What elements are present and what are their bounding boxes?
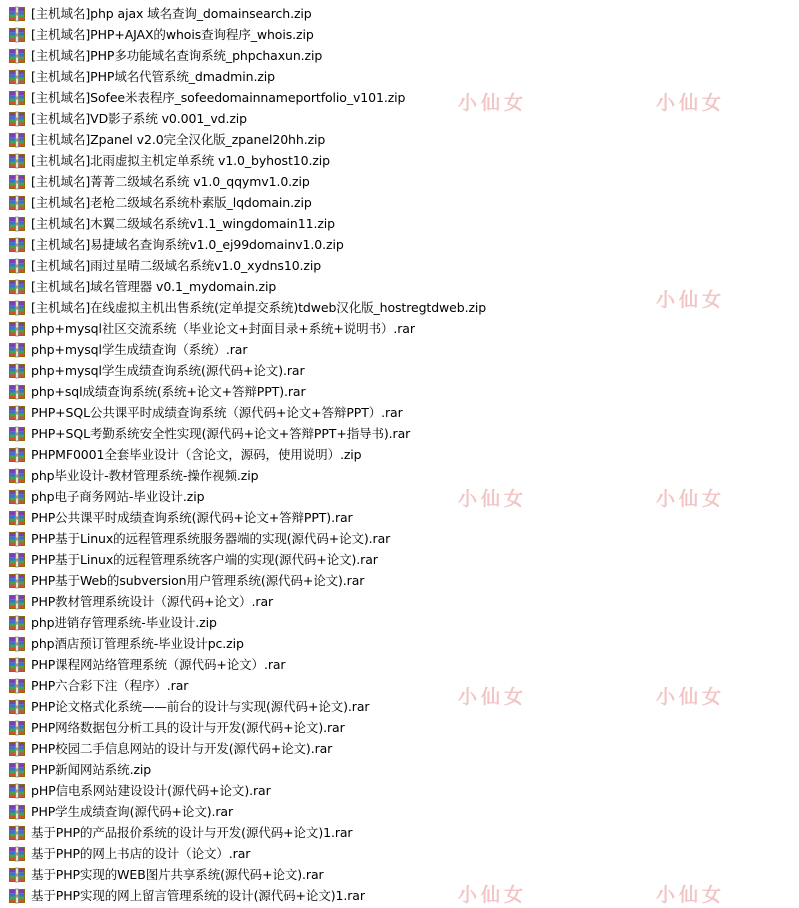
archive-icon <box>9 762 25 778</box>
archive-icon <box>9 300 25 316</box>
archive-icon <box>9 594 25 610</box>
archive-icon <box>9 90 25 106</box>
watermark-text: 小仙女 <box>458 92 528 114</box>
file-list-item[interactable] <box>0 465 799 486</box>
archive-icon <box>9 846 25 862</box>
archive-icon <box>9 342 25 358</box>
file-name: PHP网络数据包分析工具的设计与开发(源代码+论文).rar <box>31 720 345 735</box>
file-name: 基于PHP的网上书店的设计（论文）.rar <box>31 846 251 861</box>
file-name: PHP基于Web的subversion用户管理系统(源代码+论文).rar <box>31 573 365 588</box>
archive-icon <box>9 489 25 505</box>
file-list-item[interactable] <box>0 150 799 171</box>
archive-icon <box>9 783 25 799</box>
file-list-item[interactable] <box>0 549 799 570</box>
file-list-item[interactable] <box>0 696 799 717</box>
file-name: [主机域名]北雨虚拟主机定单系统 v1.0_byhost10.zip <box>31 153 331 168</box>
file-name: 基于PHP的产品报价系统的设计与开发(源代码+论文)1.rar <box>31 825 353 840</box>
file-list-item[interactable] <box>0 45 799 66</box>
file-name: [主机域名]PHP域名代管系统_dmadmin.zip <box>31 69 275 84</box>
archive-icon <box>9 27 25 43</box>
file-list-item[interactable] <box>0 528 799 549</box>
archive-icon <box>9 825 25 841</box>
file-name: PHP六合彩下注（程序）.rar <box>31 678 189 693</box>
file-name: [主机域名]PHP+AJAX的whois查询程序_whois.zip <box>31 27 314 42</box>
archive-icon <box>9 174 25 190</box>
archive-icon <box>9 573 25 589</box>
file-name: PHP基于Linux的远程管理系统客户端的实现(源代码+论文).rar <box>31 552 378 567</box>
file-list-item[interactable] <box>0 486 799 507</box>
archive-icon <box>9 468 25 484</box>
file-list-item[interactable] <box>0 864 799 885</box>
file-name: [主机域名]在线虚拟主机出售系统(定单提交系统)tdweb汉化版_hostregtdweb.zip <box>31 300 487 315</box>
file-name: PHPMF0001全套毕业设计（含论文，源码，使用说明）.zip <box>31 447 362 462</box>
file-name: php酒店预订管理系统-毕业设计pc.zip <box>31 636 244 651</box>
file-name: php+mysql社区交流系统（毕业论文+封面目录+系统+说明书）.rar <box>31 321 415 336</box>
file-name: [主机域名]菁菁二级域名系统 v1.0_qqymv1.0.zip <box>31 174 310 189</box>
file-name: PHP论文格式化系统——前台的设计与实现(源代码+论文).rar <box>31 699 370 714</box>
file-name: php毕业设计-教材管理系统-操作视频.zip <box>31 468 259 483</box>
file-list-item[interactable] <box>0 402 799 423</box>
file-name: PHP学生成绩查询(源代码+论文).rar <box>31 804 234 819</box>
watermark-text: 小仙女 <box>656 488 726 510</box>
file-name: 基于PHP实现的网上留言管理系统的设计(源代码+论文)1.rar <box>31 888 365 903</box>
file-list-item[interactable] <box>0 507 799 528</box>
watermark-text: 小仙女 <box>656 289 726 311</box>
file-list-item[interactable] <box>0 87 799 108</box>
file-name: [主机域名]VD影子系统 v0.001_vd.zip <box>31 111 248 126</box>
file-list-item[interactable] <box>0 129 799 150</box>
file-list-item[interactable] <box>0 633 799 654</box>
file-name: 基于PHP实现的WEB图片共享系统(源代码+论文).rar <box>31 867 324 882</box>
file-list-item[interactable] <box>0 276 799 297</box>
file-list-item[interactable] <box>0 381 799 402</box>
file-list-item[interactable] <box>0 213 799 234</box>
archive-icon <box>9 237 25 253</box>
file-list-item[interactable] <box>0 759 799 780</box>
file-name: php+mysql学生成绩查询系统(源代码+论文).rar <box>31 363 305 378</box>
file-name: PHP课程网站络管理系统（源代码+论文）.rar <box>31 657 286 672</box>
file-name: PHP教材管理系统设计（源代码+论文）.rar <box>31 594 274 609</box>
archive-icon <box>9 384 25 400</box>
file-name: PHP校园二手信息网站的设计与开发(源代码+论文).rar <box>31 741 333 756</box>
file-list-item[interactable] <box>0 591 799 612</box>
archive-icon <box>9 363 25 379</box>
archive-icon <box>9 111 25 127</box>
file-name: [主机域名]老枪二级域名系统朴素版_lqdomain.zip <box>31 195 312 210</box>
file-list-item[interactable] <box>0 822 799 843</box>
file-name: [主机域名]php ajax 域名查询_domainsearch.zip <box>31 6 312 21</box>
file-list-item[interactable] <box>0 612 799 633</box>
file-name: [主机域名]易捷域名查询系统v1.0_ej99domainv1.0.zip <box>31 237 344 252</box>
file-list-item[interactable] <box>0 66 799 87</box>
archive-icon <box>9 741 25 757</box>
archive-icon <box>9 405 25 421</box>
file-list-item[interactable] <box>0 360 799 381</box>
archive-icon <box>9 720 25 736</box>
archive-icon <box>9 321 25 337</box>
archive-icon <box>9 48 25 64</box>
archive-icon <box>9 888 25 904</box>
file-list-item[interactable] <box>0 318 799 339</box>
file-name: [主机域名]Zpanel v2.0完全汉化版_zpanel20hh.zip <box>31 132 326 147</box>
archive-icon <box>9 678 25 694</box>
file-list-item[interactable] <box>0 297 799 318</box>
file-name: pHP信电系网站建设设计(源代码+论文).rar <box>31 783 271 798</box>
file-list-item[interactable] <box>0 843 799 864</box>
archive-icon <box>9 426 25 442</box>
file-list <box>0 3 799 906</box>
file-name: [主机域名]Sofee米表程序_sofeedomainnameportfolio_v101.zip <box>31 90 406 105</box>
file-name: PHP+SQL公共课平时成绩查询系统（源代码+论文+答辩PPT）.rar <box>31 405 403 420</box>
file-list-item[interactable] <box>0 717 799 738</box>
file-list-item[interactable] <box>0 234 799 255</box>
archive-icon <box>9 804 25 820</box>
archive-icon <box>9 615 25 631</box>
file-name: php+mysql学生成绩查询（系统）.rar <box>31 342 248 357</box>
file-name: PHP基于Linux的远程管理系统服务器端的实现(源代码+论文).rar <box>31 531 391 546</box>
archive-icon <box>9 510 25 526</box>
watermark-text: 小仙女 <box>458 884 528 906</box>
archive-icon <box>9 6 25 22</box>
file-list-item[interactable] <box>0 339 799 360</box>
file-name: php进销存管理系统-毕业设计.zip <box>31 615 217 630</box>
file-list-item[interactable] <box>0 192 799 213</box>
file-name: php+sql成绩查询系统(系统+论文+答辩PPT).rar <box>31 384 306 399</box>
archive-icon <box>9 867 25 883</box>
file-list-item[interactable] <box>0 780 799 801</box>
file-name: [主机域名]木翼二级域名系统v1.1_wingdomain11.zip <box>31 216 335 231</box>
archive-icon <box>9 195 25 211</box>
file-list-item[interactable] <box>0 885 799 906</box>
file-name: [主机域名]PHP多功能域名查询系统_phpchaxun.zip <box>31 48 323 63</box>
file-list-item[interactable] <box>0 654 799 675</box>
archive-icon <box>9 447 25 463</box>
file-name: PHP公共课平时成绩查询系统(源代码+论文+答辩PPT).rar <box>31 510 353 525</box>
watermark-text: 小仙女 <box>458 488 528 510</box>
file-name: PHP新闻网站系统.zip <box>31 762 152 777</box>
archive-icon <box>9 153 25 169</box>
archive-icon <box>9 531 25 547</box>
file-list-item[interactable] <box>0 24 799 45</box>
archive-icon <box>9 699 25 715</box>
archive-icon <box>9 636 25 652</box>
archive-icon <box>9 258 25 274</box>
archive-icon <box>9 69 25 85</box>
archive-icon <box>9 552 25 568</box>
file-name: [主机域名]雨过星晴二级域名系统v1.0_xydns10.zip <box>31 258 322 273</box>
file-list-item[interactable] <box>0 108 799 129</box>
file-list-item[interactable] <box>0 801 799 822</box>
file-name: [主机域名]域名管理器 v0.1_mydomain.zip <box>31 279 277 294</box>
archive-icon <box>9 657 25 673</box>
file-name: PHP+SQL考勤系统安全性实现(源代码+论文+答辩PPT+指导书).rar <box>31 426 411 441</box>
archive-icon <box>9 279 25 295</box>
file-list-item[interactable] <box>0 675 799 696</box>
file-list-item[interactable] <box>0 738 799 759</box>
file-list-item[interactable] <box>0 171 799 192</box>
file-list-item[interactable] <box>0 255 799 276</box>
file-name: php电子商务网站-毕业设计.zip <box>31 489 205 504</box>
watermark-text: 小仙女 <box>656 884 726 906</box>
archive-icon <box>9 216 25 232</box>
file-list-item[interactable] <box>0 423 799 444</box>
watermark-text: 小仙女 <box>656 686 726 708</box>
file-list-item[interactable] <box>0 3 799 24</box>
file-list-item[interactable] <box>0 444 799 465</box>
file-list-item[interactable] <box>0 570 799 591</box>
watermark-text: 小仙女 <box>458 686 528 708</box>
archive-icon <box>9 132 25 148</box>
watermark-text: 小仙女 <box>656 92 726 114</box>
